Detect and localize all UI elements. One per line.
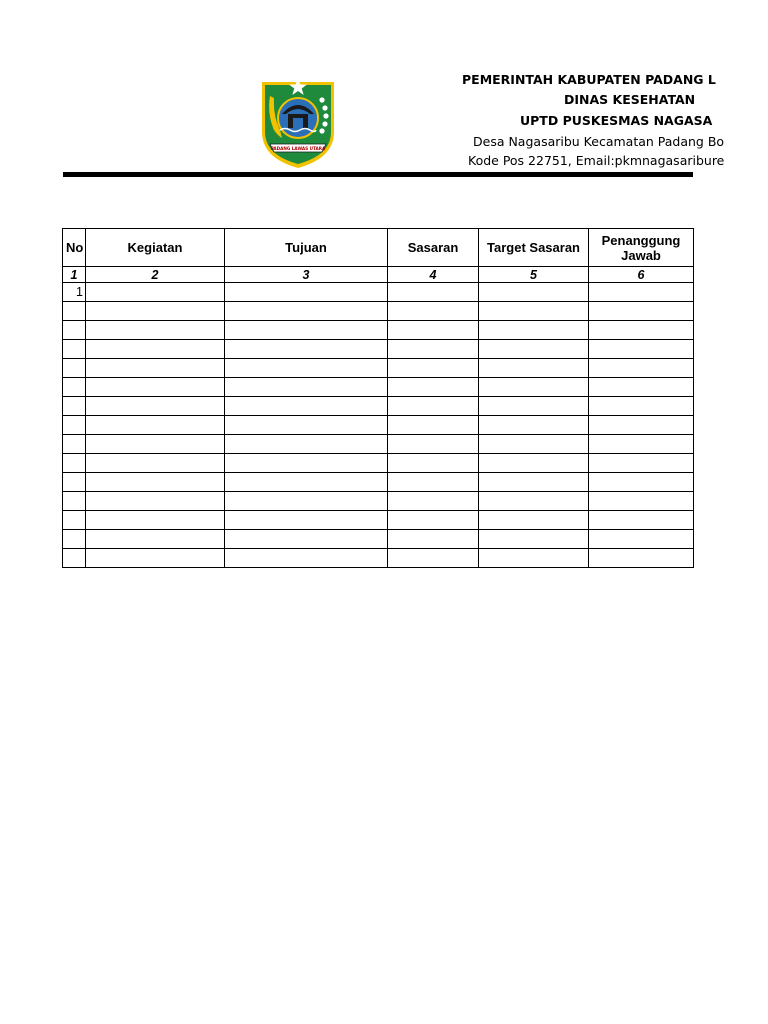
cell-no: [63, 454, 86, 473]
cell-sasaran: [388, 302, 479, 321]
table-row: [63, 378, 694, 397]
cell-tujuan: [225, 378, 388, 397]
cell-sasaran: [388, 378, 479, 397]
cell-pj: [589, 302, 694, 321]
column-number: 5: [479, 267, 589, 283]
cell-sasaran: [388, 283, 479, 302]
header-no: No: [63, 229, 86, 267]
cell-kegiatan: [86, 359, 225, 378]
regency-emblem-icon: [258, 74, 338, 170]
cell-pj: [589, 397, 694, 416]
activity-table: [62, 228, 694, 568]
cell-kegiatan: [86, 397, 225, 416]
cell-kegiatan: [86, 511, 225, 530]
cell-pj: [589, 340, 694, 359]
cell-no: [63, 549, 86, 568]
cell-tujuan: [225, 549, 388, 568]
table-row: [63, 435, 694, 454]
cell-tujuan: [225, 435, 388, 454]
cell-target: [479, 378, 589, 397]
cell-kegiatan: [86, 530, 225, 549]
table-row: [63, 397, 694, 416]
cell-pj: [589, 454, 694, 473]
kop-contact-line: Kode Pos 22751, Email:pkmnagasaribure: [468, 153, 725, 168]
cell-sasaran: [388, 435, 479, 454]
table-row: [63, 473, 694, 492]
cell-kegiatan: [86, 492, 225, 511]
cell-target: [479, 416, 589, 435]
header-target-sasaran: Target Sasaran: [479, 229, 589, 267]
column-number: 6: [589, 267, 694, 283]
table-row: [63, 530, 694, 549]
kop-address-line: Desa Nagasaribu Kecamatan Padang Bo: [473, 134, 725, 149]
column-number: 1: [63, 267, 86, 283]
cell-pj: [589, 283, 694, 302]
cell-kegiatan: [86, 454, 225, 473]
table-body: [63, 283, 694, 568]
cell-kegiatan: [86, 321, 225, 340]
table-row: [63, 302, 694, 321]
header-kegiatan: Kegiatan: [86, 229, 225, 267]
cell-target: [479, 283, 589, 302]
cell-sasaran: [388, 530, 479, 549]
cell-tujuan: [225, 340, 388, 359]
cell-kegiatan: [86, 378, 225, 397]
table-row: [63, 416, 694, 435]
column-number: 4: [388, 267, 479, 283]
table-row: [63, 359, 694, 378]
cell-target: [479, 397, 589, 416]
cell-target: [479, 473, 589, 492]
cell-no: [63, 492, 86, 511]
cell-pj: [589, 530, 694, 549]
cell-no: [63, 359, 86, 378]
cell-target: [479, 321, 589, 340]
cell-target: [479, 454, 589, 473]
table-row: [63, 321, 694, 340]
cell-tujuan: [225, 473, 388, 492]
cell-sasaran: [388, 454, 479, 473]
cell-no: [63, 511, 86, 530]
cell-pj: [589, 435, 694, 454]
cell-target: [479, 359, 589, 378]
header-tujuan: Tujuan: [225, 229, 388, 267]
cell-sasaran: [388, 340, 479, 359]
table-header-row: [63, 229, 694, 267]
cell-kegiatan: [86, 340, 225, 359]
cell-kegiatan: [86, 473, 225, 492]
cell-sasaran: [388, 473, 479, 492]
cell-tujuan: [225, 283, 388, 302]
cell-target: [479, 530, 589, 549]
cell-sasaran: [388, 321, 479, 340]
table-row: [63, 454, 694, 473]
cell-sasaran: [388, 549, 479, 568]
cell-sasaran: [388, 511, 479, 530]
cell-kegiatan: [86, 549, 225, 568]
cell-tujuan: [225, 492, 388, 511]
cell-no: [63, 435, 86, 454]
kop-puskesmas-line: UPTD PUSKESMAS NAGASA: [520, 113, 713, 128]
svg-text:PADANG LAWAS UTARA: PADANG LAWAS UTARA: [270, 146, 326, 152]
cell-no: [63, 378, 86, 397]
cell-kegiatan: [86, 435, 225, 454]
cell-no: [63, 397, 86, 416]
cell-pj: [589, 473, 694, 492]
cell-pj: [589, 416, 694, 435]
cell-pj: [589, 492, 694, 511]
cell-target: [479, 302, 589, 321]
column-number-row: [63, 267, 694, 283]
cell-sasaran: [388, 492, 479, 511]
cell-pj: [589, 359, 694, 378]
cell-tujuan: [225, 321, 388, 340]
cell-target: [479, 340, 589, 359]
cell-no: [63, 321, 86, 340]
cell-no: [63, 340, 86, 359]
cell-sasaran: [388, 359, 479, 378]
cell-pj: [589, 321, 694, 340]
cell-no: [63, 530, 86, 549]
table-row: [63, 511, 694, 530]
cell-tujuan: [225, 397, 388, 416]
cell-pj: [589, 378, 694, 397]
cell-kegiatan: [86, 302, 225, 321]
kop-department-line: DINAS KESEHATAN: [564, 92, 696, 107]
cell-target: [479, 511, 589, 530]
cell-tujuan: [225, 454, 388, 473]
letterhead-divider: [63, 172, 693, 177]
table-row: [63, 549, 694, 568]
cell-tujuan: [225, 511, 388, 530]
cell-no: [63, 302, 86, 321]
header-sasaran: Sasaran: [388, 229, 479, 267]
cell-sasaran: [388, 397, 479, 416]
column-number: 3: [225, 267, 388, 283]
cell-tujuan: [225, 530, 388, 549]
cell-pj: [589, 511, 694, 530]
cell-no: 1: [63, 283, 86, 302]
cell-tujuan: [225, 302, 388, 321]
cell-no: [63, 473, 86, 492]
cell-no: [63, 416, 86, 435]
cell-target: [479, 549, 589, 568]
table-row: [63, 492, 694, 511]
cell-target: [479, 492, 589, 511]
cell-kegiatan: [86, 283, 225, 302]
table-row: [63, 340, 694, 359]
cell-pj: [589, 549, 694, 568]
column-number: 2: [86, 267, 225, 283]
cell-target: [479, 435, 589, 454]
header-penanggung-jawab: Penanggung Jawab: [589, 229, 694, 267]
table-row: [63, 283, 694, 302]
kop-government-line: PEMERINTAH KABUPATEN PADANG L: [462, 72, 716, 87]
cell-kegiatan: [86, 416, 225, 435]
cell-tujuan: [225, 416, 388, 435]
cell-tujuan: [225, 359, 388, 378]
cell-sasaran: [388, 416, 479, 435]
